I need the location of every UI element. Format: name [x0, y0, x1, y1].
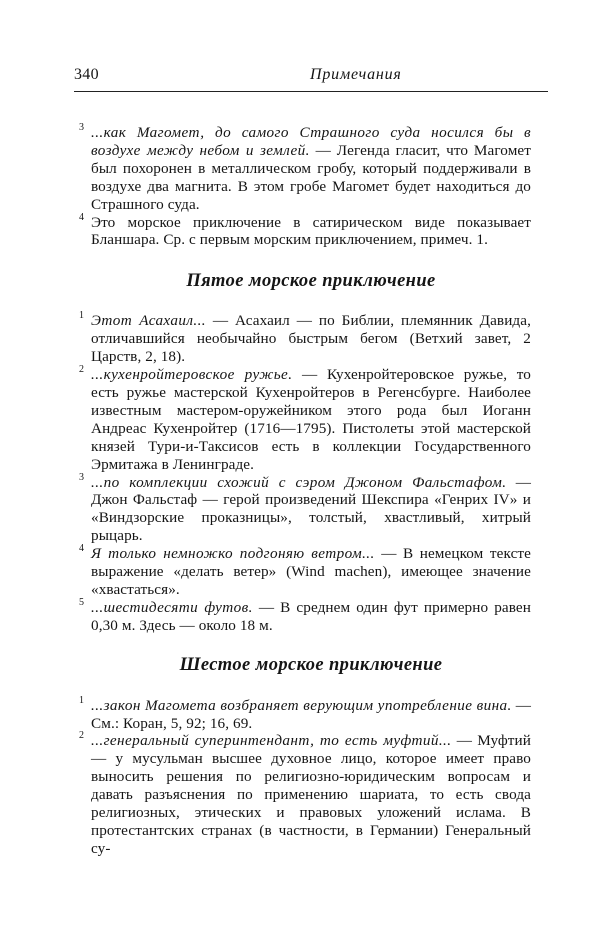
footnote-lemma: Этот Асахаил... [91, 312, 206, 330]
footnote [79, 730, 531, 857]
section-heading: Пятое морское приключение [186, 271, 436, 292]
footnote-lemma: ...шестидесяти футов. [91, 598, 253, 616]
footnote [79, 694, 531, 733]
page-number: 340 [74, 66, 99, 83]
footnote-lemma: ...как Магомет, до самого Страшного суда носился бы в воздухе между небом и землей. [91, 124, 531, 159]
footnote-number: 4 [79, 543, 85, 555]
running-title: Примечания [310, 66, 402, 83]
footnote-text: — Асахаил — по Библии, племянник Давида, отличавшийся необычайно быстрым бегом (Ветхий завет, 2 Царств, 2, 18). [91, 312, 531, 366]
footnote-text: Это морское приключение в сатирическом виде показывает Бланшара. Ср. с первым морским приключением, примеч. 1. [91, 213, 531, 249]
footnote-text: — См.: Коран, 5, 92; 16, 69. [91, 696, 531, 732]
footnote-number: 1 [79, 310, 85, 322]
footnote [79, 211, 531, 250]
footnote-lemma: ...по комплекции схожий с сэром Джоном Фальстафом. [91, 473, 507, 491]
footnote [79, 471, 532, 546]
footnote [79, 364, 531, 473]
footnote-text: — В среднем один фут примерно равен 0,30 м. Здесь — около 18 м. [91, 598, 531, 634]
footnote-number: 3 [79, 122, 85, 133]
footnote-number: 4 [79, 211, 85, 223]
footnote-lemma: ...генеральный суперинтендант, то есть муфтий... [91, 732, 452, 750]
footnote [79, 596, 531, 635]
footnote-number: 1 [79, 694, 85, 706]
footnote [79, 310, 531, 366]
footnote-lemma: ...закон Магомета возбраняет верующим употребление вина. [91, 696, 512, 714]
footnote-text: — Кухенройтеровское ружье, то есть ружье мастерской Кухенройтеров в Регенсбурге. Наиболее известным мастером-оружейником этого рода был Иоганн Андреас Кухенройтер (1716—1795). Пистолеты этой мастерской князей Тури-и-Таксисов есть в коллекции Государственного Эрмитажа в Ленинграде. [91, 366, 531, 473]
section-heading: Шестое морское приключение [179, 654, 443, 675]
footnote-text: — Муфтий — у мусульман высшее духовное лицо, которое имеет право выносить решения по религиозно-юридическим вопросам и давать разъяснения по применению шариата, то есть свода религиозных, этических и правовых уложений ислама. В протестантских странах (в частности, в Германии) Генеральный су- [91, 732, 531, 857]
footnote-number: 2 [79, 364, 85, 376]
header-rule [74, 91, 548, 92]
footnote [79, 122, 531, 214]
footnote-number: 2 [79, 730, 85, 742]
footnote-number: 3 [79, 471, 85, 483]
footnote-number: 5 [79, 596, 85, 608]
footnote-text: — Легенда гласит, что Магомет был похоронен в металлическом гробу, который поддерживали в воздухе два магнита. В этом гробе Магомет будет находиться до Страшного суда. [91, 141, 531, 213]
footnote-lemma: Я только немножко подгоняю ветром... [91, 545, 375, 563]
footnote-lemma: ...кухенройтеровское ружье. [91, 366, 293, 384]
footnote-text: — В немецком тексте выражение «делать ветер» (Wind machen), имеющее значение «хвастаться». [91, 545, 531, 598]
footnote-text: — Джон Фальстаф — герой произведений Шекспира «Генрих IV» и «Виндзорские проказницы», толстый, хвастливый, хитрый рыцарь. [91, 473, 532, 545]
page-header [60, 66, 548, 90]
footnote [79, 543, 531, 599]
notes-body [79, 122, 532, 858]
